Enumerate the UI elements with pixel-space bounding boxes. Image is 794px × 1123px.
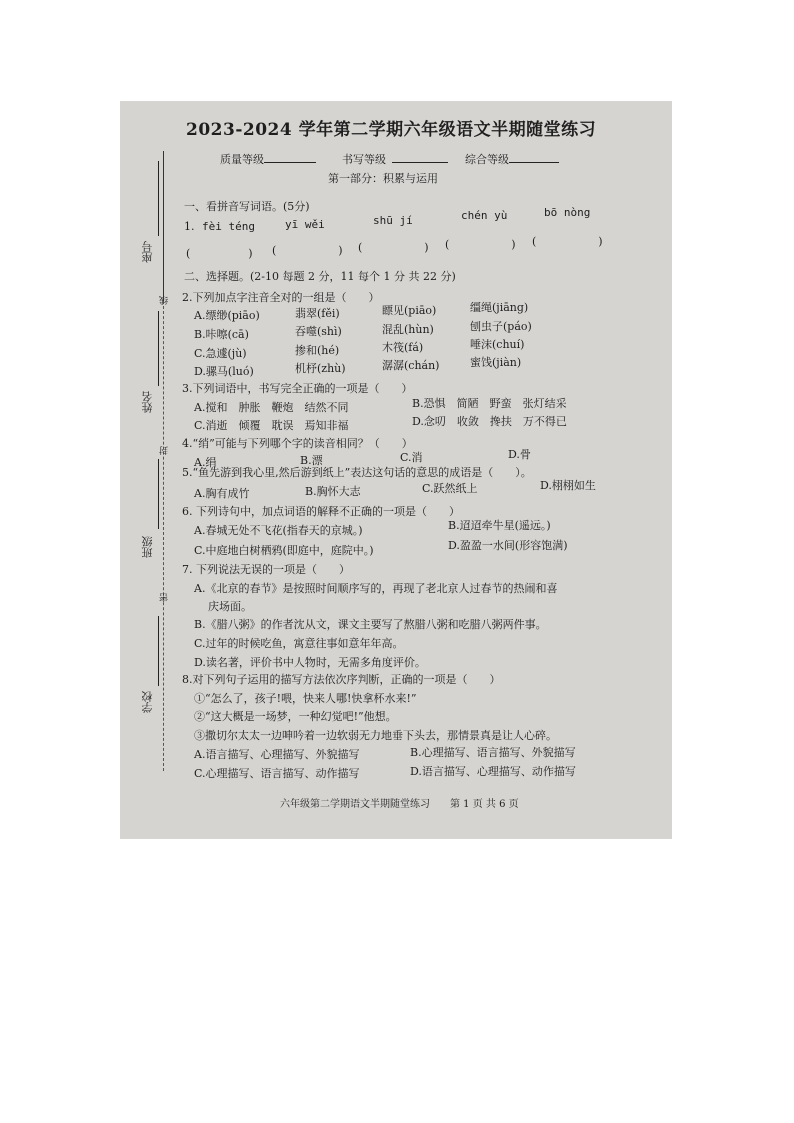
q5-option-b: B.胸怀大志	[305, 485, 361, 498]
q4-stem: 4.“绡”可能与下列哪个字的读音相同？（ ）	[182, 437, 413, 450]
q3-option-a: A.搅和 肿胀 鞭炮 结然不同	[194, 401, 349, 414]
q2-d4: 蜜饯(jiàn)	[470, 356, 522, 369]
q2-a4: 缰绳(jiāng)	[470, 301, 529, 314]
q3-stem: 3.下列词语中，书写完全正确的一项是（ ）	[182, 382, 413, 395]
part-heading: 第一部分：积累与运用	[328, 172, 438, 185]
name-blank	[158, 311, 159, 386]
q5-option-c: C.跃然纸上	[422, 482, 478, 495]
q2-b4: 刨虫子(páo)	[470, 320, 532, 333]
q3-option-c: C.消逝 倾覆 耽误 焉知非福	[194, 419, 349, 432]
pinyin-4: chén yù	[461, 209, 508, 222]
q2-b3: 混乱(hùn)	[382, 323, 434, 336]
q8-option-c: C.心理描写、语言描写、动作描写	[194, 767, 360, 780]
section1-qnum: 1.	[184, 220, 195, 233]
q2-b2: 吞噬(shì)	[295, 325, 342, 338]
binding-dashed-line	[163, 301, 164, 771]
q8-stem: 8.对下列句子运用的描写方法依次序判断，正确的一项是（ ）	[182, 673, 501, 686]
section2-heading: 二、选择题。(2-10 每题 2 分，11 每个 1 分 共 22 分)	[184, 270, 456, 283]
q8-option-a: A.语言描写、心理描写、外貌描写	[194, 748, 360, 761]
q7-option-d: D.读名著，评价书中人物时，无需多角度评价。	[194, 656, 426, 669]
school-blank	[158, 616, 159, 686]
q2-a1: A.缥缈(piāo)	[194, 309, 260, 322]
overall-grade	[465, 151, 559, 167]
q2-c1: C.急遽(jù)	[194, 347, 247, 360]
q6-option-c: C.中庭地白树栖鸦(即庭中，庭院中。)	[194, 544, 374, 557]
overall-grade-label: 综合等级	[465, 153, 509, 166]
pinyin-5: bō nòng	[544, 206, 591, 219]
writing-grade-blank[interactable]	[392, 153, 448, 163]
binding-line-upper	[163, 151, 164, 301]
q2-stem: 2.下列加点字注音全对的一组是（ ）	[182, 291, 380, 304]
q8-sentence-1: ①“怎么了，孩子!喂，快来人哪!快拿杯水来!”	[194, 692, 417, 705]
q8-sentence-3: ③撒切尔太太一边呻吟着一边软弱无力地垂下头去，那情景真是让人心碎。	[194, 729, 557, 742]
answer-paren-4[interactable]: ( )	[445, 238, 516, 251]
q6-stem: 6. 下列诗句中，加点词语的解释不正确的一项是（ ）	[182, 505, 460, 518]
writing-grade	[342, 151, 448, 167]
q4-option-d: D.骨	[508, 448, 531, 461]
q6-option-b: B.迢迢牵牛星(遥远。)	[448, 519, 551, 532]
q2-d3: 潺潺(chán)	[382, 359, 440, 372]
q2-b1: B.咔嚓(cā)	[194, 328, 249, 341]
q2-a2: 翡翠(fěi)	[295, 307, 340, 320]
gutter-mark-mi: 密	[160, 593, 170, 602]
quality-grade-label: 质量等级	[220, 153, 264, 166]
q5-option-d: D.栩栩如生	[540, 479, 596, 492]
q7-stem: 7. 下列说法无误的一项是（ ）	[182, 563, 350, 576]
seat-number-blank	[158, 161, 159, 236]
answer-paren-1[interactable]: ( )	[186, 247, 253, 260]
gutter-mark-feng: 封	[160, 446, 170, 455]
q6-option-d: D.盈盈一水间(形容饱满)	[448, 539, 568, 552]
quality-grade-blank[interactable]	[264, 153, 316, 163]
q8-option-d: D.语言描写、心理描写、动作描写	[410, 765, 576, 778]
q2-c4: 唾沫(chuí)	[470, 338, 525, 351]
q5-stem: 5.“鱼先游到我心里,然后游到纸上”表达这句话的意思的成语是（ ）。	[182, 466, 532, 479]
q4-option-b: B.漂	[300, 454, 323, 467]
class-label: 班级	[141, 536, 154, 558]
q8-sentence-2: ②“这大概是一场梦，一种幻觉吧!”他想。	[194, 710, 397, 723]
seat-number-label: 座号	[141, 241, 154, 263]
footer-page: 第 1 页 共 6 页	[450, 799, 519, 810]
section1-heading: 一、看拼音写词语。(5分)	[184, 200, 310, 213]
q7-option-b: B.《腊八粥》的作者沈从文，课文主要写了熬腊八粥和吃腊八粥两件事。	[194, 618, 547, 631]
exam-title: 2023-2024 学年第二学期六年级语文半期随堂练习	[186, 120, 597, 140]
answer-paren-3[interactable]: ( )	[358, 241, 429, 254]
q3-option-d: D.念叨 收敛 搀扶 万不得已	[412, 415, 567, 428]
pinyin-2: yī wěi	[285, 218, 325, 231]
q2-d1: D.骡马(luó)	[194, 365, 254, 378]
q4-option-c: C.消	[400, 451, 423, 464]
gutter-mark-xian: 线	[160, 296, 170, 305]
pinyin-3: shū jí	[373, 214, 413, 227]
writing-grade-label: 书写等级	[342, 153, 386, 166]
q8-option-b: B.心理描写、语言描写、外貌描写	[410, 746, 576, 759]
q6-option-a: A.春城无处不飞花(指春天的京城。)	[194, 524, 363, 537]
answer-paren-5[interactable]: ( )	[532, 235, 603, 248]
quality-grade	[220, 151, 316, 167]
q3-option-b: B.恐惧 简陋 野蛮 张灯结采	[412, 397, 567, 410]
q2-a3: 瞟见(piāo)	[382, 304, 437, 317]
q2-d2: 机杼(zhù)	[295, 362, 346, 375]
answer-paren-2[interactable]: ( )	[272, 244, 343, 257]
q4-option-a: A.绢	[194, 456, 217, 469]
q2-c3: 木筏(fá)	[382, 341, 424, 354]
class-blank	[158, 459, 159, 529]
q5-option-a: A.胸有成竹	[194, 487, 250, 500]
q7-option-a: A.《北京的春节》是按照时间顺序写的，再现了老北京人过春节的热闹和喜	[194, 582, 558, 595]
q2-c2: 掺和(hé)	[295, 344, 340, 357]
overall-grade-blank[interactable]	[509, 153, 559, 163]
q7-option-c: C.过年的时候吃鱼，寓意往事如意年年高。	[194, 637, 404, 650]
school-label: 学校	[141, 691, 154, 713]
pinyin-1: fèi téng	[202, 220, 255, 233]
page-footer	[280, 795, 519, 810]
footer-title: 六年级第二学期语文半期随堂练习	[280, 799, 430, 810]
exam-sheet	[120, 101, 672, 839]
q7-option-a-cont: 庆场面。	[208, 600, 252, 613]
name-label: 姓名	[141, 391, 154, 413]
